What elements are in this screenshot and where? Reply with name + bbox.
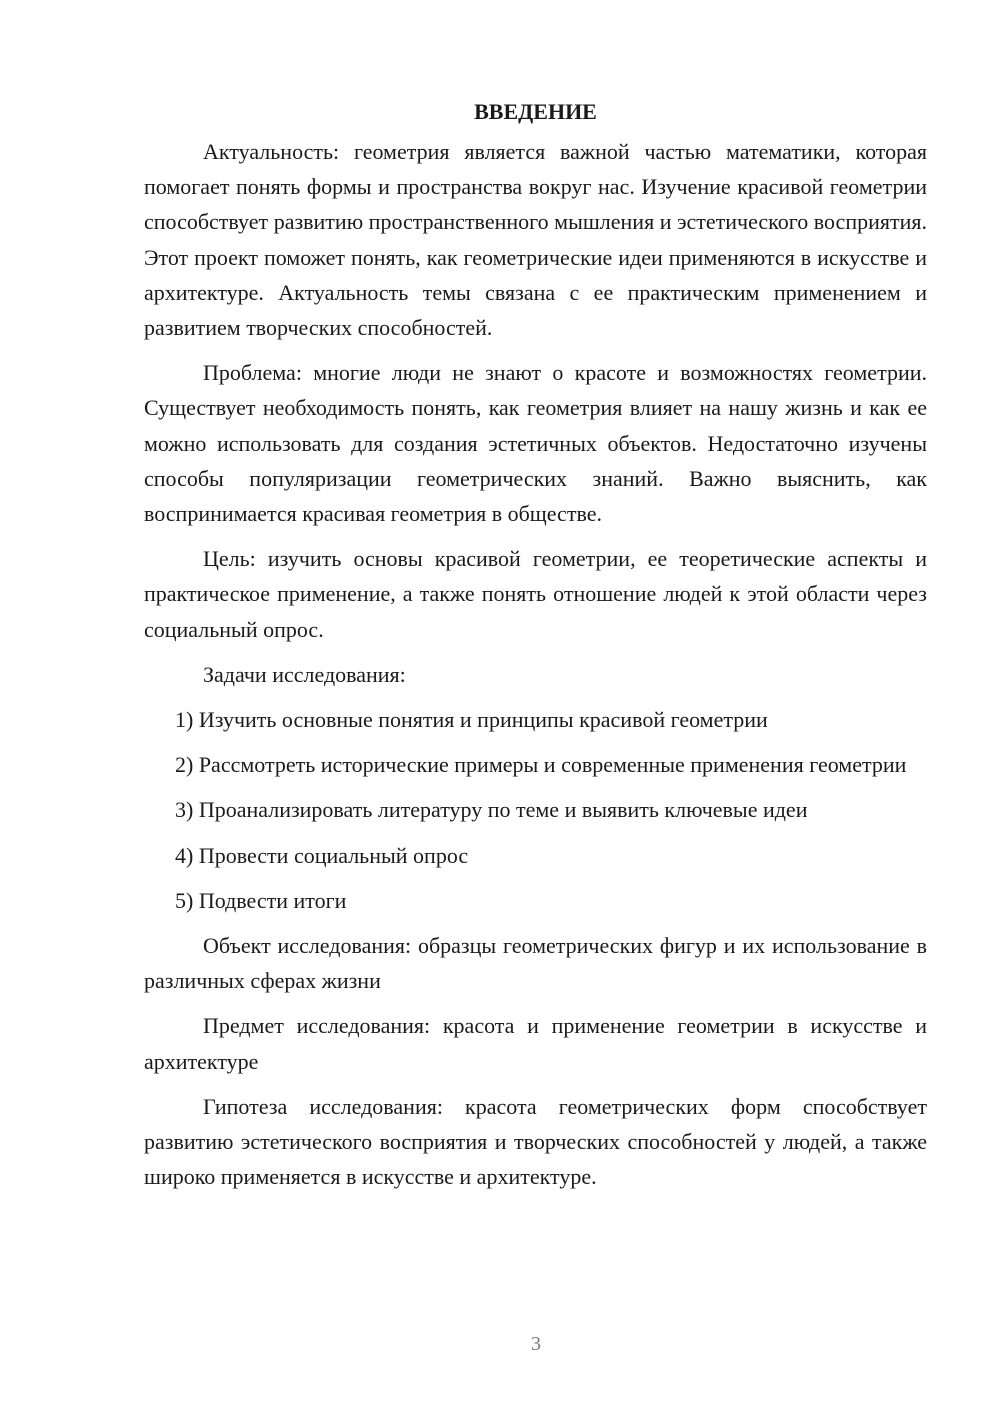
tasks-heading: Задачи исследования: — [203, 661, 406, 687]
object-paragraph: Объект исследования: образцы геометрических фигур и их использование в различных сферах жизни — [144, 933, 927, 994]
page-content — [144, 94, 927, 1204]
task-item: 1) Изучить основные понятия и принципы красивой геометрии — [175, 707, 768, 733]
subject-paragraph: Предмет исследования: красота и применение геометрии в искусстве и архитектуре — [144, 1013, 927, 1074]
task-item: 4) Провести социальный опрос — [175, 842, 469, 868]
page-number: 3 — [531, 1333, 541, 1355]
task-item: 3) Проанализировать литературу по теме и выявить ключевые идеи — [175, 797, 808, 823]
hypothesis-paragraph: Гипотеза исследования: красота геометрических форм способствует развитию эстетического восприятия и творческих способностей у людей, а также широко применяется в искусстве и архитектуре. — [144, 1093, 927, 1190]
relevance-paragraph: Актуальность: геометрия является важной частью математики, которая помогает понять формы и пространства вокруг нас. Изучение красивой геометрии способствует развитию пространственного мышления и эстетического восприятия. Этот проект поможет понять, как геометрические идеи применяются в искусстве и архитектуре. Актуальность темы связана с ее практическим применением и развитием творческих способностей. — [144, 139, 927, 341]
task-item: 5) Подвести итоги — [175, 887, 347, 913]
problem-paragraph: Проблема: многие люди не знают о красоте и возможностях геометрии. Существует необходимость понять, как геометрия влияет на нашу жизнь и как ее можно использовать для создания эстетичных объектов. Недостаточно изучены способы популяризации геометрических знаний. Важно выяснить, как воспринимается красивая геометрия в обществе. — [144, 360, 927, 527]
section-title: ВВЕДЕНИЕ — [474, 99, 597, 124]
task-item: 2) Рассмотреть исторические примеры и современные применения геометрии — [175, 752, 907, 778]
goal-paragraph: Цель: изучить основы красивой геометрии, ее теоретические аспекты и практическое применение, а также понять отношение людей к этой области через социальный опрос. — [144, 546, 927, 642]
